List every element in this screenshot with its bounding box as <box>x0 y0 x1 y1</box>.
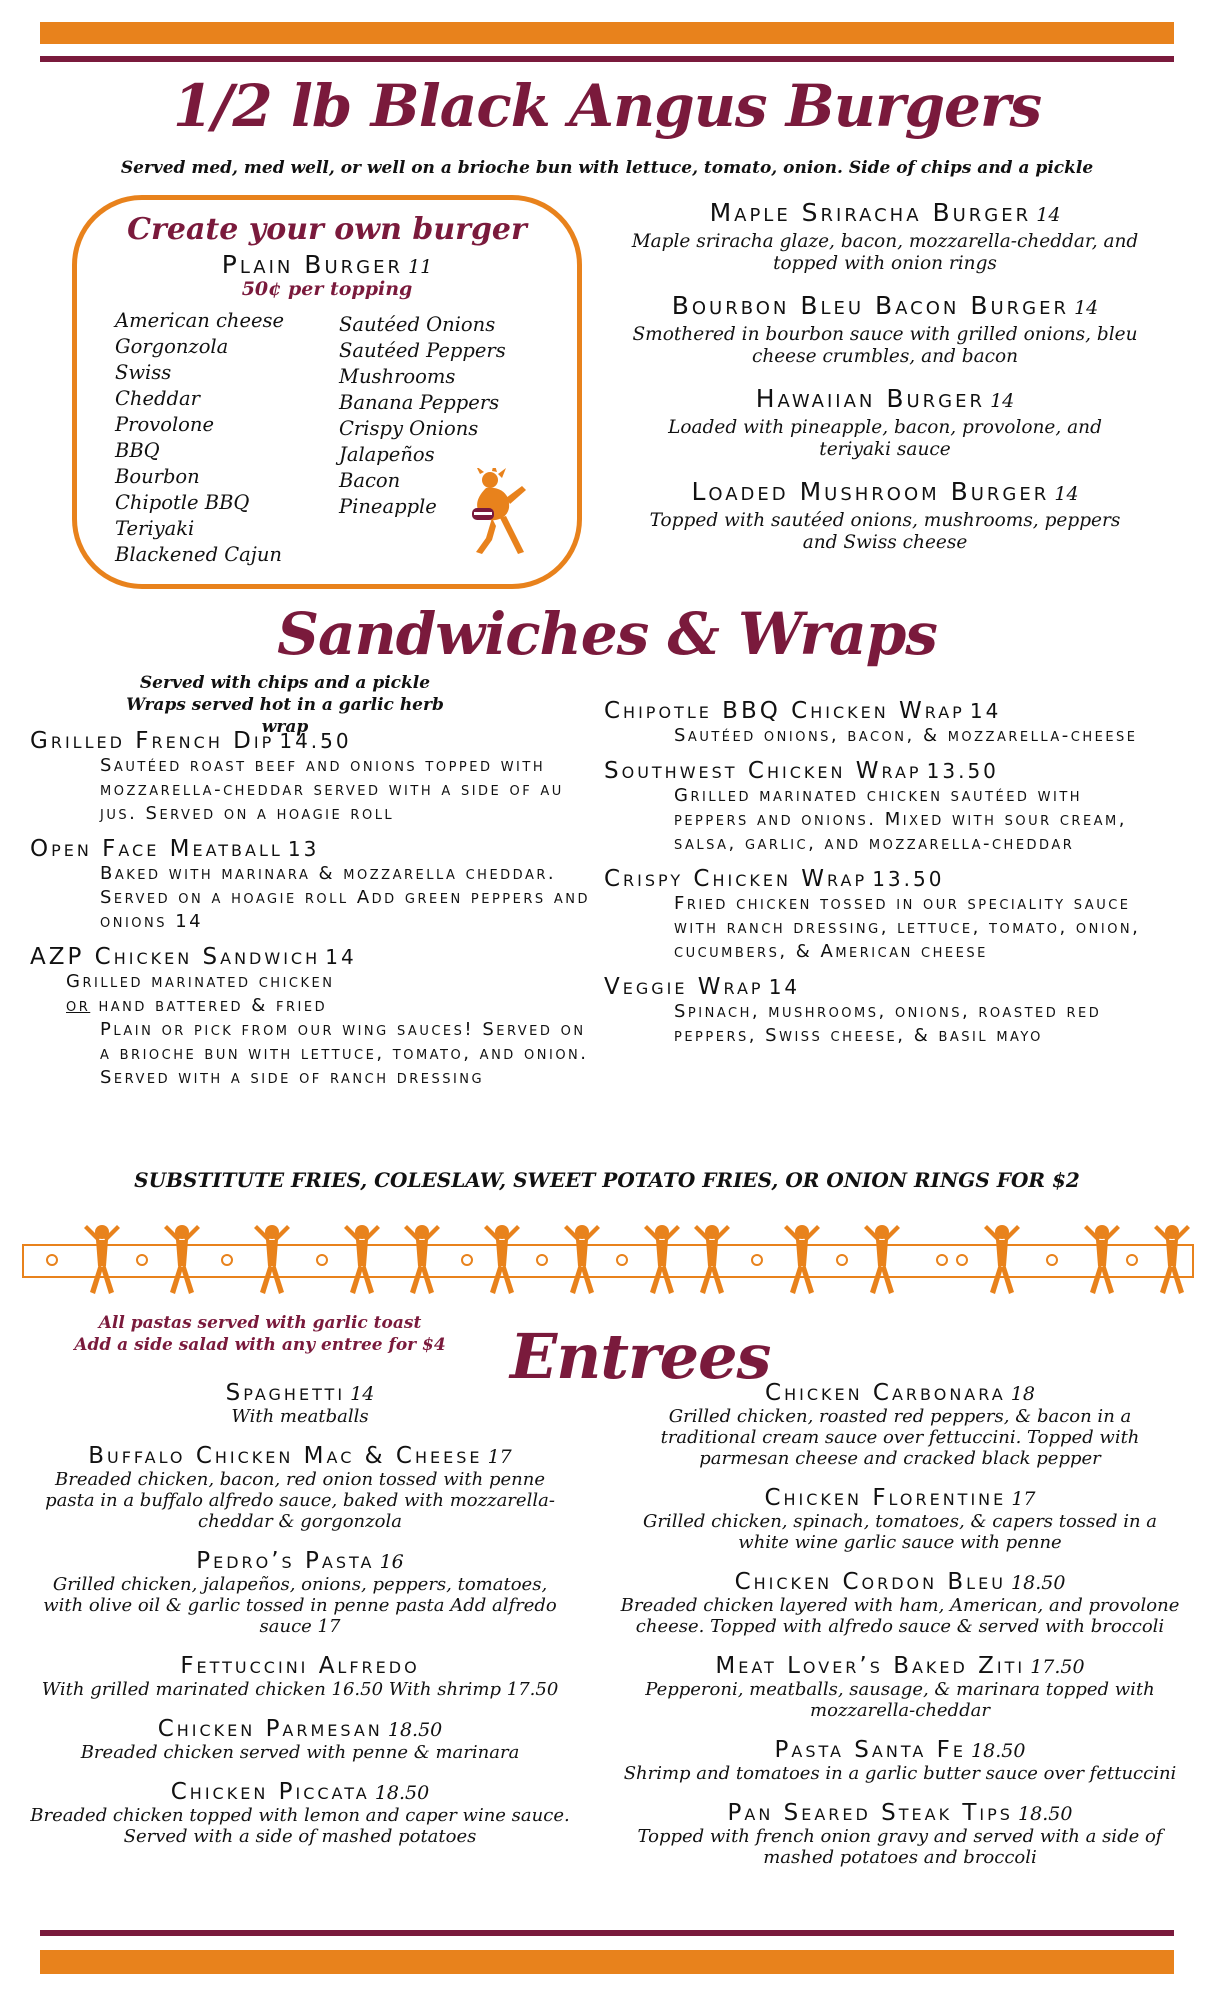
burger-name: Loaded Mushroom Burger <box>691 477 1050 506</box>
azp-line-1: Grilled marinated chicken <box>66 971 335 992</box>
entree-desc: Breaded chicken, bacon, red onion tossed with penne pasta in a buffalo alfredo sauce, baked with mozzarella-cheddar & gorgonzola <box>45 1469 555 1532</box>
dot-ornament <box>1127 1255 1137 1265</box>
entrees-title: Entrees <box>510 1320 771 1393</box>
dancer-icon <box>404 1225 440 1294</box>
burger-price: 14 <box>1036 204 1061 226</box>
dancer-icon <box>344 1225 380 1294</box>
burger-item-heading <box>600 291 1170 320</box>
entree-desc: With grilled marinated chicken 16.50 With shrimp 17.50 <box>41 1679 559 1700</box>
burger-desc: Maple sriracha glaze, bacon, mozzarella-cheddar, and topped with onion rings <box>631 231 1139 274</box>
topping-item: Crispy Onions <box>339 417 479 440</box>
entree-heading <box>30 1548 570 1574</box>
topping-item: Banana Peppers <box>339 391 500 414</box>
wrap-name: Southwest Chicken Wrap <box>604 758 922 784</box>
sandwich-desc: Baked with marinara & mozzarella cheddar. Served on a hoagie roll Add green peppers and onions 14 <box>100 863 590 932</box>
entree-price: 18 <box>1010 1383 1035 1405</box>
burger-item-heading <box>600 384 1170 413</box>
create-title: Create your own burger <box>127 212 527 247</box>
topping-item: Provolone <box>115 413 215 436</box>
wrap-desc: Fried chicken tossed in our speciality sauce with ranch dressing, lettuce, tomato, onion, cucumbers, & American cheese <box>674 893 1141 962</box>
entree-heading <box>30 1779 570 1805</box>
sandwich-note-2: Wraps served hot in a garlic herb wrap <box>126 695 444 737</box>
entree-name: Pasta Santa Fe <box>774 1737 966 1763</box>
wrap-heading <box>604 698 1184 724</box>
topping-item: Swiss <box>115 361 172 384</box>
entree-name: Pan Seared Steak Tips <box>727 1800 1013 1826</box>
wrap-heading <box>604 866 1184 892</box>
dot-ornament <box>752 1255 762 1265</box>
plain-burger-price: 11 <box>408 256 433 278</box>
dot-ornament <box>47 1255 57 1265</box>
entree-desc: Breaded chicken layered with ham, American, and provolone cheese. Topped with alfredo sauce & served with broccoli <box>620 1595 1180 1637</box>
entree-desc: Shrimp and tomatoes in a garlic butter sauce over fettuccini <box>623 1763 1177 1784</box>
entree-name: Chicken Cordon Bleu <box>734 1569 1006 1595</box>
topping-item: Teriyaki <box>115 517 195 540</box>
wrap-price: 14 <box>969 699 1002 723</box>
entree-item <box>30 1653 570 1700</box>
azp-or: or <box>66 995 91 1016</box>
burger-name: Hawaiian Burger <box>755 384 985 413</box>
plain-burger-name: Plain Burger <box>221 250 403 279</box>
topping-item: Cheddar <box>115 387 200 410</box>
dot-ornament <box>462 1255 472 1265</box>
entree-price: 18.50 <box>1018 1803 1073 1825</box>
create-your-own-box <box>72 195 582 589</box>
sandwich-item <box>30 836 590 934</box>
wrap-item <box>604 758 1184 856</box>
wrap-desc: Grilled marinated chicken sautéed with peppers and onions. Mixed with sour cream, salsa, garlic, and mozzarella-cheddar <box>674 785 1127 854</box>
entree-name: Buffalo Chicken Mac & Cheese <box>88 1443 483 1469</box>
dancer-icon <box>864 1225 900 1294</box>
topping-item: Sautéed Peppers <box>339 339 506 362</box>
entree-price: 18.50 <box>387 1719 443 1741</box>
dot-ornament <box>837 1255 847 1265</box>
dancer-icon <box>1084 1225 1120 1294</box>
burgers-subtitle: Served med, med well, or well on a brioche bun with lettuce, tomato, onion. Side of chips and a pickle <box>120 158 1094 178</box>
kokopelli-border <box>22 1218 1194 1298</box>
burger-desc: Loaded with pineapple, bacon, provolone, and teriyaki sauce <box>668 417 1102 460</box>
entree-price: 14 <box>350 1383 375 1405</box>
entree-heading <box>30 1443 570 1469</box>
entree-name: Fettuccini Alfredo <box>180 1653 420 1679</box>
entree-item <box>620 1380 1180 1469</box>
burger-item <box>600 198 1170 275</box>
dancer-icon <box>694 1225 730 1294</box>
kokopelli-burger-icon <box>462 468 532 558</box>
entree-desc: Breaded chicken served with penne & marinara <box>80 1742 520 1763</box>
entree-desc: Topped with french onion gravy and served with a side of mashed potatoes and broccoli <box>637 1826 1163 1868</box>
sandwich-desc: Sautéed roast beef and onions topped with mozzarella-cheddar served with a side of au jus. Served on a hoagie roll <box>100 755 564 824</box>
entree-note-2: Add a side salad with any entree for $4 <box>74 1335 446 1355</box>
wrap-desc: Spinach, mushrooms, onions, roasted red peppers, Swiss cheese, & basil mayo <box>674 1001 1102 1046</box>
wrap-item <box>604 866 1184 964</box>
dancer-icon <box>784 1225 820 1294</box>
plain-burger <box>77 250 577 279</box>
entree-name: Chicken Carbonara <box>765 1380 1006 1406</box>
wrap-name: Chipotle BBQ Chicken Wrap <box>604 698 965 724</box>
topping-item: Gorgonzola <box>115 335 229 358</box>
burger-item <box>600 384 1170 461</box>
sandwich-note-1: Served with chips and a pickle <box>139 673 431 693</box>
topping-item: Blackened Cajun <box>115 543 282 566</box>
sandwich-desc: Plain or pick from our wing sauces! Served on a brioche bun with lettuce, tomato, and onion. Served with a side of ranch dressing <box>100 1019 589 1088</box>
dot-ornament <box>317 1255 327 1265</box>
sandwich-item <box>30 944 590 1090</box>
entrees-right <box>620 1380 1200 1884</box>
azp-line-2 <box>66 994 590 1018</box>
dot-ornament <box>537 1255 547 1265</box>
entree-desc: Breaded chicken topped with lemon and caper wine sauce. Served with a side of mashed potatoes <box>30 1805 570 1847</box>
dot-ornament <box>617 1255 627 1265</box>
toppings-left-list <box>115 308 284 568</box>
sandwiches-title: Sandwiches & Wraps <box>277 600 937 668</box>
wrap-heading <box>604 974 1184 1000</box>
burger-price: 14 <box>1074 297 1099 319</box>
bottom-orange-bar <box>40 1950 1174 1974</box>
bottom-maroon-bar <box>40 1930 1174 1936</box>
sandwich-name: Grilled French Dip <box>30 728 275 754</box>
dancer-icon <box>644 1225 680 1294</box>
entree-price: 18.50 <box>971 1740 1026 1762</box>
entree-price: 17.50 <box>1030 1656 1085 1678</box>
dancer-icon <box>1154 1225 1190 1294</box>
entree-item <box>620 1485 1180 1553</box>
burger-desc: Topped with sautéed onions, mushrooms, peppers and Swiss cheese <box>649 510 1121 553</box>
per-topping: 50¢ per topping <box>241 278 413 300</box>
dancer-icon <box>984 1225 1020 1294</box>
burger-item-heading <box>600 198 1170 227</box>
entree-name: Chicken Florentine <box>764 1485 1007 1511</box>
entree-heading <box>620 1569 1180 1595</box>
entree-heading <box>620 1653 1180 1679</box>
sandwich-price: 14 <box>325 945 357 969</box>
sandwich-item <box>30 728 590 826</box>
burger-item <box>600 291 1170 368</box>
dot-ornament <box>222 1255 232 1265</box>
entree-heading <box>30 1380 570 1406</box>
dancer-icon <box>254 1225 290 1294</box>
wrap-heading <box>604 758 1184 784</box>
topping-item: Mushrooms <box>339 365 456 388</box>
entree-name: Pedro’s Pasta <box>196 1548 375 1574</box>
burgers-title: 1/2 lb Black Angus Burgers <box>172 72 1042 140</box>
entree-heading <box>30 1653 570 1679</box>
burger-name: Bourbon Bleu Bacon Burger <box>671 291 1069 320</box>
azp-line-2-text: hand battered & fried <box>98 995 328 1016</box>
entree-notes <box>60 1312 460 1356</box>
burger-name: Maple Sriracha Burger <box>709 198 1032 227</box>
substitute-note: SUBSTITUTE FRIES, COLESLAW, SWEET POTATO FRIES, OR ONION RINGS FOR $2 <box>134 1168 1080 1192</box>
entree-heading <box>620 1800 1180 1826</box>
topping-item: Chipotle BBQ <box>115 491 250 514</box>
dancer-icon <box>84 1225 120 1294</box>
sandwich-heading <box>30 728 590 754</box>
entree-name: Chicken Parmesan <box>157 1716 383 1742</box>
entree-name: Meat Lover’s Baked Ziti <box>715 1653 1026 1679</box>
topping-item: Bourbon <box>115 465 200 488</box>
top-maroon-bar <box>40 56 1174 62</box>
wrap-item <box>604 698 1184 748</box>
dot-ornament <box>137 1255 147 1265</box>
entree-note-1: All pastas served with garlic toast <box>98 1313 422 1333</box>
entree-desc: Pepperoni, meatballs, sausage, & marinara topped with mozzarella-cheddar <box>645 1679 1155 1721</box>
entree-item <box>30 1443 570 1532</box>
entree-price: 18.50 <box>1011 1572 1066 1594</box>
entree-price: 17 <box>487 1446 512 1468</box>
entree-item <box>30 1548 570 1637</box>
top-orange-bar <box>40 22 1174 44</box>
burger-price: 14 <box>990 390 1015 412</box>
burger-desc: Smothered in bourbon sauce with grilled onions, bleu cheese crumbles, and bacon <box>632 324 1138 367</box>
sandwich-price: 14.50 <box>279 729 352 753</box>
sandwich-heading <box>30 836 590 862</box>
sandwich-price: 13 <box>287 837 320 861</box>
entree-desc: Grilled chicken, roasted red peppers, & bacon in a traditional cream sauce over fettuccini. Topped with parmesan cheese and cracked black pepper <box>660 1406 1140 1469</box>
topping-item: Sautéed Onions <box>339 313 496 336</box>
entree-heading <box>620 1737 1180 1763</box>
entree-heading <box>620 1380 1180 1406</box>
dot-ornament <box>937 1255 947 1265</box>
entree-price: 18.50 <box>374 1782 430 1804</box>
entree-item <box>620 1800 1180 1868</box>
wrap-desc: Sautéed onions, bacon, & mozzarella-cheese <box>674 725 1138 746</box>
entree-item <box>620 1737 1180 1784</box>
entree-heading <box>30 1716 570 1742</box>
sandwich-name: AZP Chicken Sandwich <box>30 944 321 970</box>
entree-desc: Grilled chicken, spinach, tomatoes, & capers tossed in a white wine garlic sauce with penne <box>642 1511 1158 1553</box>
entree-item <box>620 1653 1180 1721</box>
dancer-icon <box>484 1225 520 1294</box>
topping-item: Jalapeños <box>339 443 435 466</box>
wrap-price: 13.50 <box>872 867 945 891</box>
entree-item <box>620 1569 1180 1637</box>
sandwiches-right <box>604 698 1184 1058</box>
topping-item: American cheese <box>115 309 285 332</box>
burger-item <box>600 477 1170 554</box>
burger-items <box>600 198 1170 570</box>
entree-name: Chicken Piccata <box>170 1779 370 1805</box>
entree-item <box>30 1716 570 1763</box>
entree-price: 16 <box>379 1551 404 1573</box>
burger-item-heading <box>600 477 1170 506</box>
entree-price: 17 <box>1011 1488 1036 1510</box>
entrees-left <box>30 1380 590 1863</box>
sandwich-heading <box>30 944 590 970</box>
wrap-item <box>604 974 1184 1048</box>
entree-desc: Grilled chicken, jalapeños, onions, peppers, tomatoes, with olive oil & garlic tossed in penne pasta Add alfredo sauce 17 <box>43 1574 557 1637</box>
topping-item: BBQ <box>115 439 160 462</box>
dot-ornament <box>1047 1255 1057 1265</box>
dancer-icon <box>164 1225 200 1294</box>
wrap-name: Crispy Chicken Wrap <box>604 866 868 892</box>
entree-item <box>30 1380 570 1427</box>
sandwich-name: Open Face Meatball <box>30 836 283 862</box>
dot-ornament <box>957 1255 967 1265</box>
wrap-name: Veggie Wrap <box>604 974 764 1000</box>
entree-item <box>30 1779 570 1847</box>
wrap-price: 14 <box>768 975 801 999</box>
sandwiches-left <box>30 728 590 1090</box>
topping-item: Pineapple <box>339 495 437 518</box>
entree-name: Spaghetti <box>225 1380 346 1406</box>
wrap-price: 13.50 <box>926 759 999 783</box>
entree-heading <box>620 1485 1180 1511</box>
topping-item: Bacon <box>339 469 401 492</box>
burger-price: 14 <box>1054 483 1079 505</box>
entree-desc: With meatballs <box>231 1406 369 1427</box>
dancer-icon <box>564 1225 600 1294</box>
